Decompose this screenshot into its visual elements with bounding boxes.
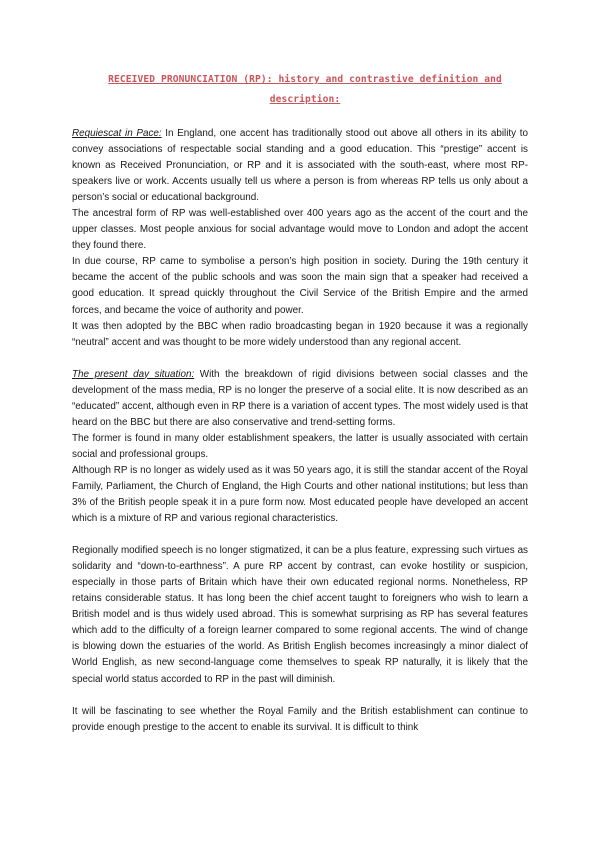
paragraph	[72, 367, 528, 431]
paragraph: Regionally modified speech is no longer stigmatized, it can be a plus feature, expressing such virtues as solidarity and “down-to-earthness”. A pure RP accent by contrast, can evoke hostility or suspicion, especially in those parts of Britain which have their own educated regional norms. Nonetheless, RP retains considerable status. It has long been the chief accent taught to foreigners who wish to learn a British model and is thus widely used abroad. This is somewhat surprising as RP has several features which add to the difficulty of a foreign learner compared to some regional accents. The wind of change is blowing down the estuaries of the world. As British English becomes increasingly a minor dialect of World English, as new second-language come themselves to speak RP naturally, it is likely that the special world status accorded to RP in the past will diminish.	[72, 545, 528, 685]
page-title: RECEIVED PRONUNCIATION (RP): history and contrastive definition and description:	[108, 74, 502, 105]
section-heading: Requiescat in Pace:	[72, 128, 162, 139]
paragraph: It will be fascinating to see whether the Royal Family and the British establishment can continue to provide enough prestige to the accent to enable its survival. It is difficult to think	[72, 705, 528, 733]
paragraph: In due course, RP came to symbolise a person’s high position in society. During the 19th century it became the accent of the public schools and was soon the main sign that a speaker had received a good education. It spread quickly throughout the Civil Service of the British Empire and the armed forces, and became the voice of authority and power.	[72, 256, 528, 316]
paragraph-text: In England, one accent has traditionally stood out above all others in its ability to convey associations of respectable social standing and a good education. This “prestige” accent is known as Received Pronunciation, or RP and it is associated with the south-east, where most RP-speakers live or work. Accents usually tell us where a person is from whereas RP tells us only about a person’s social or educational background.	[72, 128, 528, 204]
section-heading: The present day situation:	[72, 368, 195, 380]
paragraph-text: With the breakdown of rigid divisions between social classes and the development of the mass media, RP is no longer the preserve of a social elite. It is now described as an “educated” accent, although even in RP there is a variation of accent types. The most widely used is that heard on the BBC but there are also conservative and trend-setting forms.	[72, 368, 528, 428]
paragraph: The former is found in many older establishment speakers, the latter is usually associated with certain social and professional groups.	[72, 432, 528, 460]
document-body	[72, 126, 528, 736]
paragraph: The ancestral form of RP was well-established over 400 years ago as the accent of the court and the upper classes. Most people anxious for social advantage would move to London and adopt the accent they found there.	[72, 208, 528, 252]
paragraph: Although RP is no longer as widely used as it was 50 years ago, it is still the standar accent of the Royal Family, Parliament, the Church of England, the High Courts and other national institutions; but less than 3% of the British people speak it in a pure form now. Most educated people have developed an accent which is a mixture of RP and various regional characteristics.	[72, 464, 528, 525]
paragraph: It was then adopted by the BBC when radio broadcasting began in 1920 because it was a regionally “neutral” accent and was thought to be more widely understood than any regional accent.	[72, 320, 528, 348]
paragraph	[72, 126, 528, 206]
